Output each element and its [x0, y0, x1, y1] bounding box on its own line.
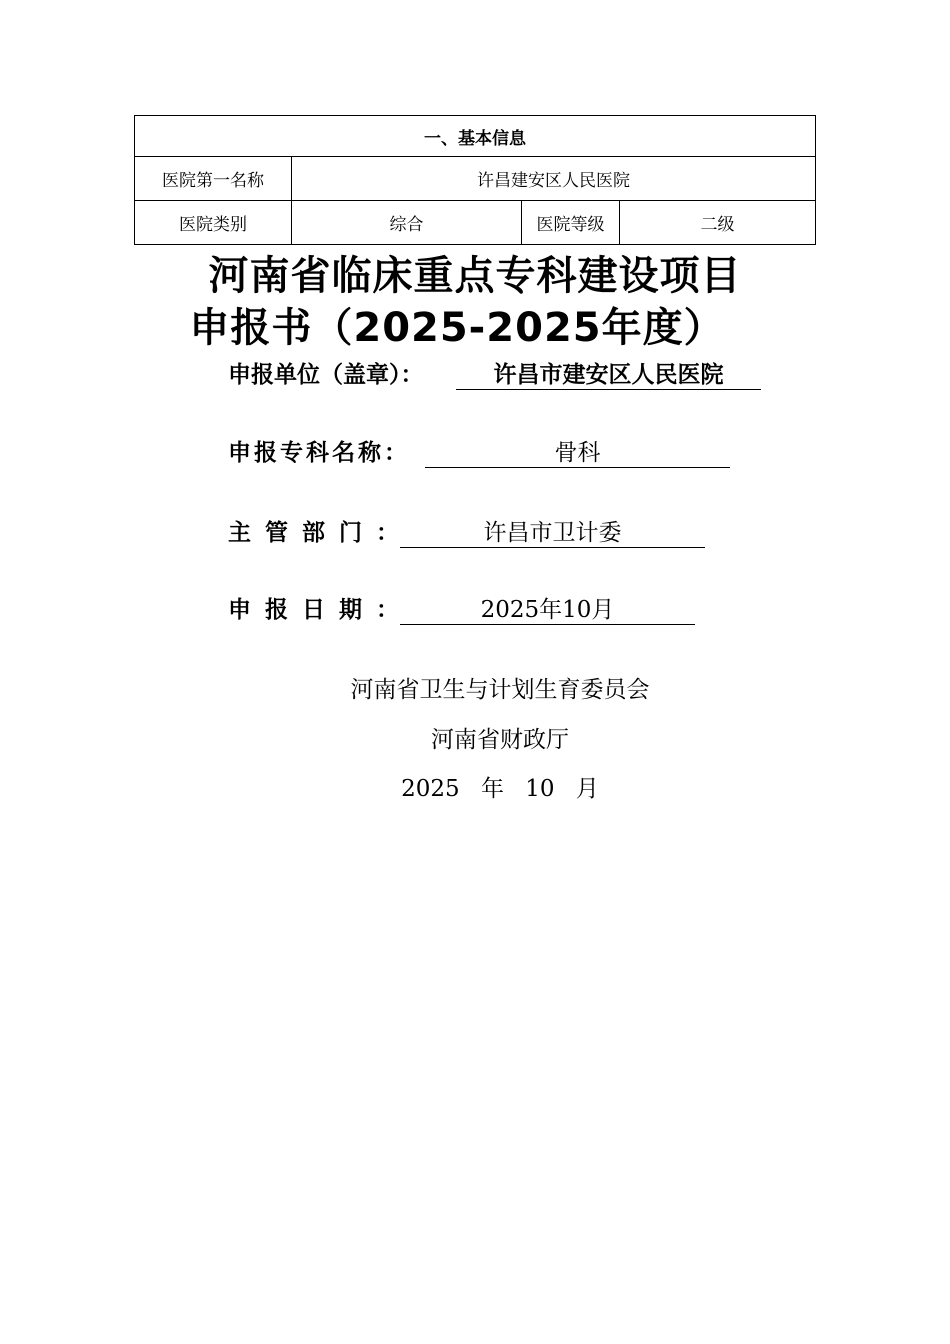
specialty-field — [228, 440, 601, 466]
unit-field — [228, 362, 724, 388]
basic-info-table — [134, 115, 816, 245]
hospital-type-label: 医院类别 — [135, 201, 292, 245]
hospital-type-value: 综合 — [292, 201, 522, 245]
department-field — [228, 520, 622, 546]
section-title: 一、基本信息 — [135, 116, 816, 157]
document-title-line1: 河南省临床重点专科建设项目 — [208, 253, 742, 299]
table-row — [135, 157, 816, 201]
hospital-level-value: 二级 — [620, 201, 816, 245]
unit-value: 许昌市建安区人民医院 — [456, 364, 761, 390]
specialty-value: 骨科 — [425, 442, 730, 468]
department-label: 主管部门： — [228, 520, 413, 546]
unit-label: 申报单位（盖章）： — [228, 362, 424, 388]
hospital-level-label: 医院等级 — [522, 201, 620, 245]
issuer-health-commission: 河南省卫生与计划生育委员会 — [350, 677, 650, 703]
table-row — [135, 116, 816, 157]
issuer-finance-dept: 河南省财政厅 — [431, 727, 569, 753]
department-value: 许昌市卫计委 — [400, 522, 705, 548]
table-row — [135, 201, 816, 245]
specialty-label: 申报专科名称： — [228, 440, 410, 466]
hospital-name-label: 医院第一名称 — [135, 157, 292, 201]
footer-date: 2025 年 10 月 — [401, 776, 599, 802]
date-label: 申报日期： — [228, 597, 413, 623]
document-title-line2: 申报书（2025-2025年度） — [189, 305, 725, 351]
hospital-name-value: 许昌建安区人民医院 — [292, 157, 816, 201]
date-field — [228, 597, 615, 623]
date-value: 2025年10月 — [400, 599, 695, 625]
